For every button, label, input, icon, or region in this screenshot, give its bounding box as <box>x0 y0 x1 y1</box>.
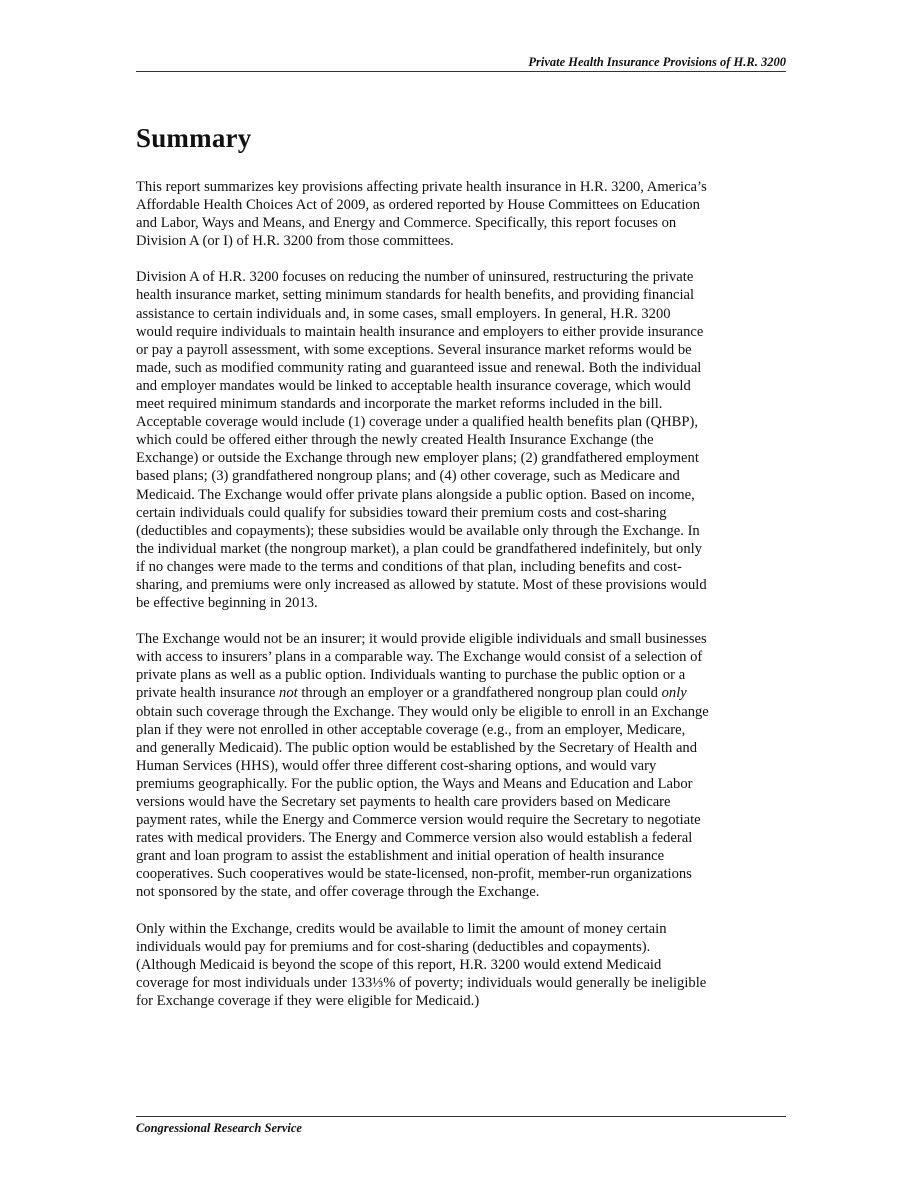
footer-rule <box>136 1116 786 1117</box>
text-line: Division A of H.R. 3200 focuses on reducing the number of uninsured, restructuring the private <box>136 269 694 286</box>
emphasis-only: only <box>661 685 687 702</box>
paragraph-credits <box>136 920 792 1010</box>
text-line: not sponsored by the state, and offer coverage through the Exchange. <box>136 884 540 901</box>
text-line: be effective beginning in 2013. <box>136 595 318 612</box>
text-line: and generally Medicaid). The public option would be established by the Secretary of Health and <box>136 739 698 756</box>
text-line: Human Services (HHS), would offer three different cost-sharing options, and would vary <box>136 757 657 774</box>
text-line: This report summarizes key provisions affecting private health insurance in H.R. 3200, America’s <box>136 179 707 195</box>
text-line: Medicaid. The Exchange would offer private plans alongside a public option. Based on income, <box>136 486 695 503</box>
text-line: payment rates, while the Energy and Commerce version would require the Secretary to negotiate <box>136 812 701 829</box>
text-line: (deductibles and copayments); these subsidies would be available only through the Exchange. In <box>136 522 700 539</box>
text-line: Only within the Exchange, credits would be available to limit the amount of money certain <box>136 920 667 937</box>
emphasis-not: not <box>279 685 298 702</box>
text-line: which could be offered either through the newly created Health Insurance Exchange (the <box>136 432 654 449</box>
text-line: Exchange) or outside the Exchange through new employer plans; (2) grandfathered employment <box>136 450 699 467</box>
text-line: private plans as well as a public option. Individuals wanting to purchase the public option or a <box>136 667 686 684</box>
text-line: rates with medical providers. The Energy and Commerce version also would establish a federal <box>136 830 693 847</box>
text-line: certain individuals could qualify for subsidies toward their premium costs and cost-sharing <box>136 504 667 521</box>
paragraph-intro <box>136 178 792 250</box>
text-segment: private health insurance <box>136 685 280 702</box>
running-header: Private Health Insurance Provisions of H.R. 3200 <box>528 55 786 69</box>
text-line: Affordable Health Choices Act of 2009, as ordered reported by House Committees on Education <box>136 197 700 214</box>
text-line: with access to insurers’ plans in a comparable way. The Exchange would consist of a selection of <box>136 649 703 666</box>
text-line: would require individuals to maintain health insurance and employers to either provide insurance <box>136 323 704 340</box>
text-line: meet required minimum standards and incorporate the market reforms included in the bill. <box>136 396 663 413</box>
text-segment: through an employer or a grandfathered nongroup plan could <box>297 685 662 702</box>
text-line: The Exchange would not be an insurer; it would provide eligible individuals and small businesses <box>136 631 707 648</box>
text-line: based plans; (3) grandfathered nongroup plans; and (4) other coverage, such as Medicare and <box>136 468 680 485</box>
text-line: Acceptable coverage would include (1) coverage under a qualified health benefits plan (QHBP), <box>136 414 699 431</box>
document-body <box>136 178 792 1028</box>
text-line: obtain such coverage through the Exchange. They would only be eligible to enroll in an Exchange <box>136 703 709 720</box>
text-line: individuals would pay for premiums and for cost-sharing (deductibles and copayments). <box>136 938 651 955</box>
text-line: plan if they were not enrolled in other acceptable coverage (e.g., from an employer, Medicare, <box>136 721 686 738</box>
text-line: or pay a payroll assessment, with some exceptions. Several insurance market reforms would be <box>136 341 692 358</box>
paragraph-division-a <box>136 268 792 612</box>
text-line: if no changes were made to the terms and conditions of that plan, including benefits and cost- <box>136 558 682 575</box>
text-line: made, such as modified community rating and guaranteed issue and renewal. Both the individual <box>136 359 702 376</box>
text-line: health insurance market, setting minimum standards for health benefits, and providing financial <box>136 287 695 304</box>
text-line: (Although Medicaid is beyond the scope of this report, H.R. 3200 would extend Medicaid <box>136 956 662 973</box>
text-line: versions would have the Secretary set payments to health care providers based on Medicare <box>136 794 671 810</box>
text-line-with-emphasis <box>136 684 792 702</box>
paragraph-exchange <box>136 630 792 901</box>
text-line: assistance to certain individuals and, in some cases, small employers. In general, H.R. 3200 <box>136 305 671 322</box>
text-line: Division A (or I) of H.R. 3200 from those committees. <box>136 233 454 250</box>
text-line: coverage for most individuals under 133⅓% of poverty; individuals would generally be ineligible <box>136 974 707 991</box>
text-line: premiums geographically. For the public option, the Ways and Means and Education and Labor <box>136 775 693 792</box>
text-line: for Exchange coverage if they were eligible for Medicaid.) <box>136 992 480 1009</box>
text-line: cooperatives. Such cooperatives would be state-licensed, non-profit, member-run organizations <box>136 866 692 883</box>
page-title: Summary <box>136 123 252 153</box>
text-line: grant and loan program to assist the establishment and initial operation of health insurance <box>136 848 665 865</box>
footer-publisher: Congressional Research Service <box>136 1121 302 1135</box>
text-line: sharing, and premiums were only increased as allowed by statute. Most of these provisions would <box>136 576 707 593</box>
text-line: and Labor, Ways and Means, and Energy and Commerce. Specifically, this report focuses on <box>136 215 677 232</box>
text-line: the individual market (the nongroup market), a plan could be grandfathered indefinitely, but only <box>136 540 703 557</box>
text-line: and employer mandates would be linked to acceptable health insurance coverage, which would <box>136 377 691 394</box>
header-rule <box>136 71 786 72</box>
